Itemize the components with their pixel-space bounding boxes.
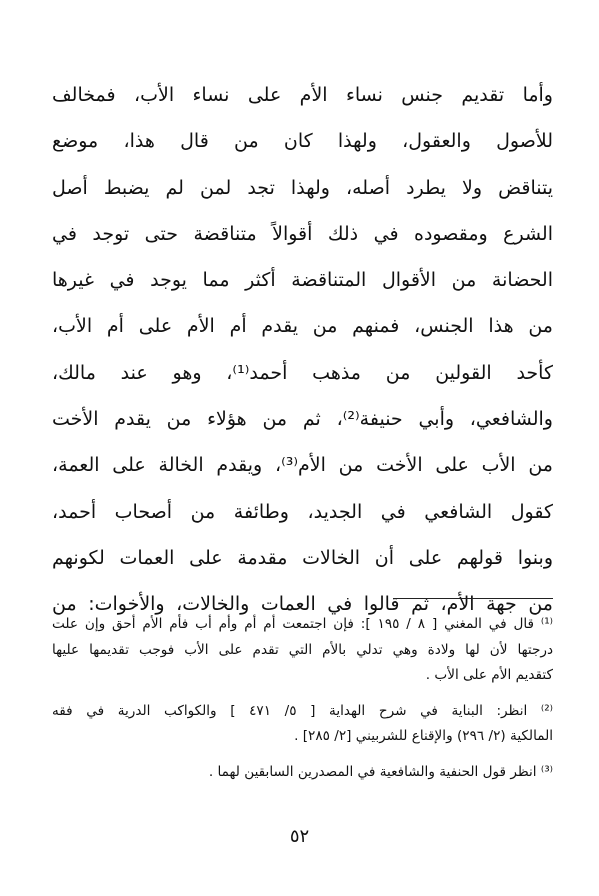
text-line: من هذا الجنس، فمنهم من يقدم أم الأم على أم الأب، bbox=[52, 315, 553, 338]
text-line: وأما تقديم جنس نساء الأم على نساء الأب، فمخالف bbox=[52, 84, 553, 106]
text-line: كأحد القولين من مذهب أحمد⁽¹⁾، وهو عند مالك، bbox=[52, 361, 553, 384]
text-line: من جهة الأم، ثم قالوا في العمات والخالات، والأخوات: من bbox=[52, 593, 553, 616]
footnote-3-line: ⁽³⁾ انظر قول الحنفية والشافعية في المصدرين السابقين لهما . bbox=[208, 763, 553, 780]
text-line: للأصول والعقول، ولهذا كان من قال هذا، موضع bbox=[52, 130, 553, 153]
footnote-2-line: ⁽²⁾ انظر: البناية في شرح الهداية [ ٥/ ٤٧١ ] والكواكب الدرية في فقه bbox=[52, 702, 553, 719]
footnote-1-line: درجتها لأن لها ولادة وهي تدلي بالأم التي تقدم على الأب فوجب تقديمها عليها bbox=[52, 641, 553, 658]
text-line: الحضانة من الأقوال المتناقضة أكثر مما يوجد في غيرها bbox=[52, 269, 553, 292]
footnote-divider bbox=[393, 598, 553, 599]
text-line: من الأب على الأخت من الأم⁽³⁾، ويقدم الخالة على العمة، bbox=[52, 454, 553, 477]
footnote-1-line: كتقديم الأم على الأب . bbox=[425, 667, 553, 683]
text-line: الشرع ومقصوده في ذلك أقوالاً متناقضة حتى توجد في bbox=[52, 222, 553, 245]
main-text bbox=[52, 72, 553, 628]
footnote-2-line: المالكية (٢/ ٢٩٦) والإقناع للشربيني [٢/ ٢٨٥] . bbox=[294, 728, 553, 744]
footnote-1-line: ⁽¹⁾ قال في المغني [ ٨ / ١٩٥ ]: فإن اجتمعت أم أم وأم أب فأم الأم أحق وإن علت bbox=[52, 616, 553, 632]
text-line: يتناقض ولا يطرد أصله، ولهذا تجد لمن لم يضبط أصل bbox=[52, 176, 553, 199]
text-line: كقول الشافعي في الجديد، وطائفة من أصحاب أحمد، bbox=[52, 500, 553, 523]
footnotes bbox=[52, 612, 553, 785]
text-line: وبنوا قولهم على أن الخالات مقدمة على العمات لكونهم bbox=[52, 546, 553, 569]
text-line: والشافعي، وأبي حنيفة⁽²⁾، ثم من هؤلاء من يقدم الأخت bbox=[52, 408, 553, 431]
page-number: ٥٢ bbox=[289, 826, 310, 847]
